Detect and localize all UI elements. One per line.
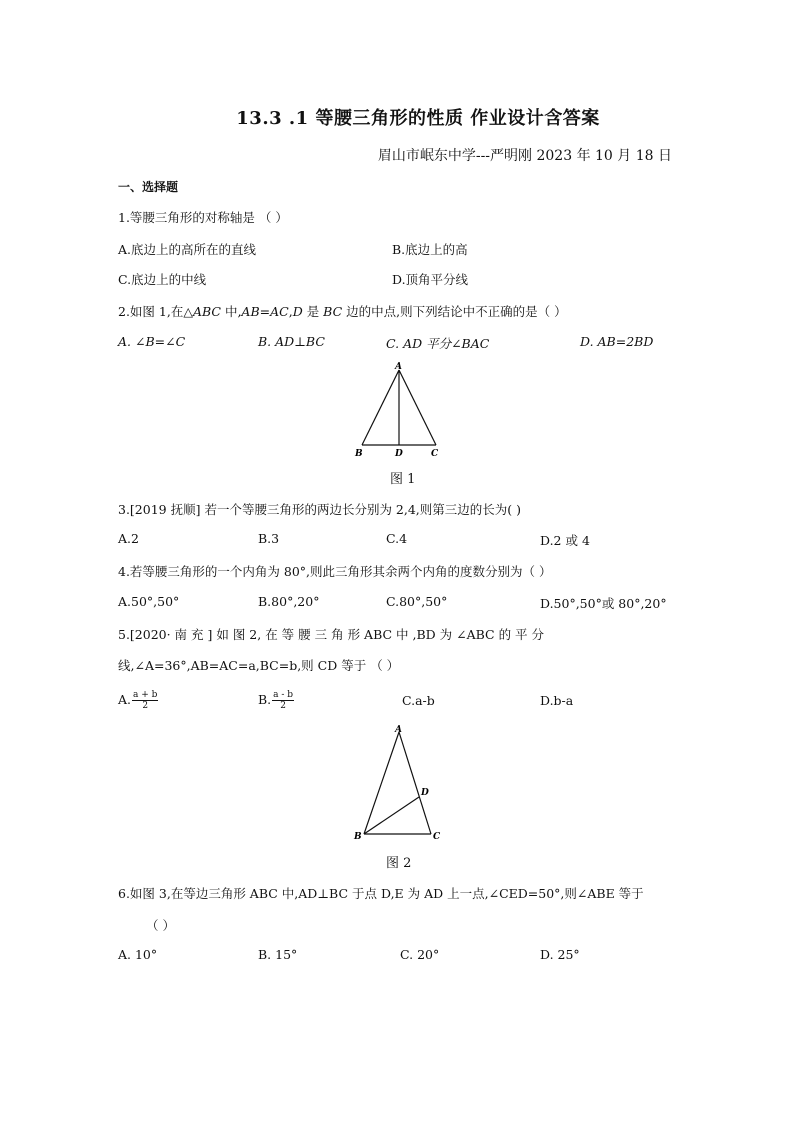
fig1-label-a: A	[395, 362, 402, 372]
question-6-option-d: D. 25°	[540, 947, 580, 962]
q2-text: 边的中点,则下列结论中不正确的是（ ）	[342, 304, 567, 319]
q5-option-a-numerator: a + b	[133, 690, 158, 700]
question-3-option-b: B.3	[258, 531, 280, 546]
fig2-label-c: C	[433, 832, 441, 842]
fig1-side-ac	[399, 370, 436, 445]
question-5-option-d: D.b-a	[540, 693, 574, 708]
q2-text: 2.如图 1,在△	[118, 304, 193, 319]
q2-equality: AB=AC	[241, 304, 289, 319]
question-1-option-a: A.底边上的高所在的直线	[118, 242, 257, 257]
question-5-option-c: C.a-b	[402, 693, 435, 708]
question-5-stem-line-1: 5.[2020· 南 充 ] 如 图 2, 在 等 腰 三 角 形 ABC 中 ,BD 为 ∠ABC 的 平 分	[118, 627, 545, 642]
q2-segment-bc: BC	[323, 304, 343, 319]
question-3-stem: 3.[2019 抚顺] 若一个等腰三角形的两边长分别为 2,4,则第三边的长为( )	[118, 502, 521, 517]
question-6-stem-line-1: 6.如图 3,在等边三角形 ABC 中,AD⊥BC 于点 D,E 为 AD 上一点,∠CED=50°,则∠ABE 等于	[118, 886, 644, 901]
fig2-label-d: D	[421, 788, 429, 798]
question-4-option-c: C.80°,50°	[386, 594, 448, 609]
fig1-label-b: B	[355, 449, 363, 459]
q2-text: 是	[302, 304, 324, 319]
q2-triangle-name: ABC	[192, 304, 221, 319]
q5-option-b-prefix: B.	[258, 692, 272, 707]
question-3-option-a: A.2	[118, 531, 139, 546]
q5-option-b-denominator: 2	[280, 701, 286, 711]
figure-2-caption: 图 2	[386, 856, 412, 871]
fig1-label-d: D	[395, 449, 403, 459]
q5-option-a-fraction	[132, 690, 158, 711]
question-6-option-a: A. 10°	[118, 947, 158, 962]
question-1-option-b: B.底边上的高	[392, 242, 468, 257]
question-2-option-b: B. AD⊥BC	[258, 334, 325, 349]
fig2-label-a: A	[395, 725, 402, 735]
question-2-option-c: C. AD 平分∠BAC	[386, 336, 490, 351]
q2-text: 中,	[220, 304, 242, 319]
question-5-stem-line-2: 线,∠A=36°,AB=AC=a,BC=b,则 CD 等于 （ ）	[118, 658, 400, 673]
question-3-option-d: D.2 或 4	[540, 533, 590, 548]
question-2-option-d: D. AB=2BD	[580, 334, 654, 349]
figure-1-diagram	[350, 360, 445, 460]
question-2-option-a: A. ∠B=∠C	[118, 334, 186, 349]
author-date-line: 眉山市岷东中学---严明刚 2023 年 10 月 18 日	[377, 148, 672, 164]
question-6-option-c: C. 20°	[400, 947, 440, 962]
q5-option-a-prefix: A.	[118, 692, 132, 707]
q2-point-d: D	[292, 304, 303, 319]
q5-option-b-numerator: a - b	[273, 690, 294, 700]
question-4-option-b: B.80°,20°	[258, 594, 320, 609]
question-1-stem: 1.等腰三角形的对称轴是 （ ）	[118, 210, 288, 225]
question-4-option-d: D.50°,50°或 80°,20°	[540, 596, 667, 611]
question-2-stem	[118, 302, 567, 320]
question-1-option-d: D.顶角平分线	[392, 272, 469, 287]
fig2-side-ac	[399, 732, 431, 834]
q2-text: ,	[288, 304, 293, 319]
fig2-label-b: B	[354, 832, 362, 842]
document-title: 13.3 .1 等腰三角形的性质 作业设计含答案	[236, 108, 600, 129]
question-6-option-b: B. 15°	[258, 947, 298, 962]
fig1-side-ab	[362, 370, 399, 445]
q5-option-a-denominator: 2	[142, 701, 149, 711]
fig1-label-c: C	[431, 449, 439, 459]
fig2-side-ab	[364, 732, 399, 834]
question-6-stem-line-2: （ ）	[146, 918, 175, 933]
question-4-stem: 4.若等腰三角形的一个内角为 80°,则此三角形其余两个内角的度数分别为（ ）	[118, 564, 552, 579]
question-4-option-a: A.50°,50°	[118, 594, 180, 609]
question-5-option-b	[258, 690, 294, 711]
question-1-option-c: C.底边上的中线	[118, 272, 207, 287]
fig2-segment-bd	[364, 797, 419, 834]
question-5-option-a	[118, 690, 158, 711]
q5-option-b-fraction	[272, 690, 294, 711]
section-heading: 一、选择题	[118, 180, 179, 194]
figure-2-diagram	[345, 718, 450, 848]
figure-1-caption: 图 1	[390, 472, 416, 487]
question-3-option-c: C.4	[386, 531, 408, 546]
